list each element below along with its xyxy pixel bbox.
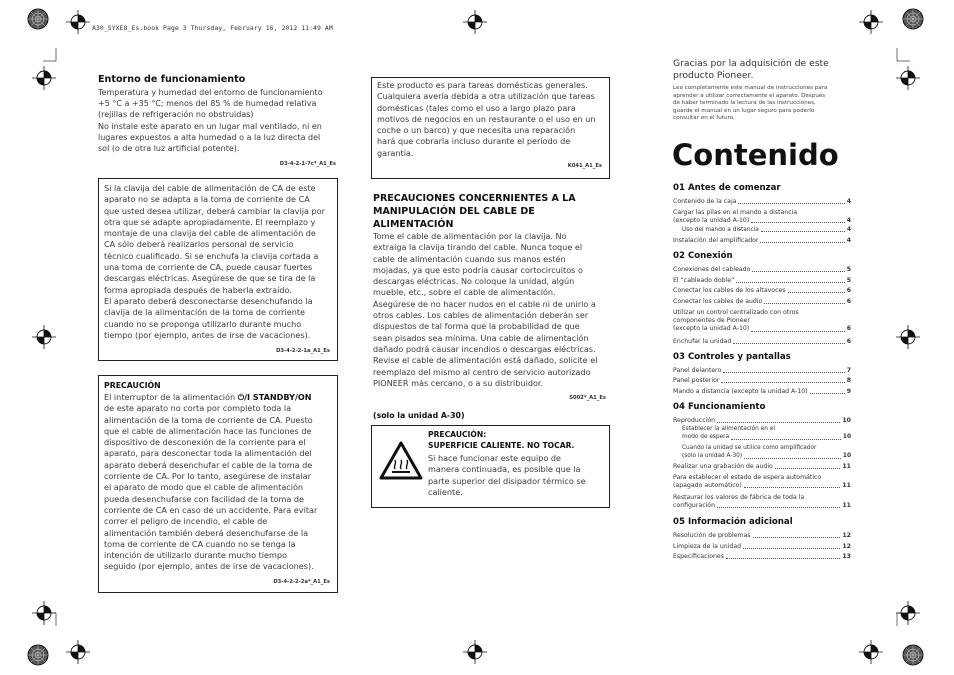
toc-entry[interactable]: Resolución de problemas 12 <box>673 532 851 539</box>
code-d3-4-2-2-2a: D3-4-2-2-2a*_A1_Es <box>273 579 330 585</box>
code-d3-4-2-1-7c: D3-4-2-1-7c*_A1_Es <box>279 161 336 167</box>
toc-entry[interactable]: Restaurar los valores de fábrica de toda la configuración 11 <box>673 494 851 510</box>
environment-heading: Entorno de funcionamiento <box>98 74 246 85</box>
book-header: A30_SYXE8_Es.book Page 3 Thursday, February 16, 2012 11:49 AM <box>92 24 333 32</box>
toc-entry[interactable]: Utilizar un control centralizado con otros componentes de Pioneer (excepto la unidad A-10) 6 <box>673 309 851 333</box>
toc-entry[interactable]: Conectar los cables de audio 6 <box>673 298 851 305</box>
toc-entry[interactable]: Reproducción 10 <box>673 417 851 424</box>
hot-surface-warning-icon <box>379 441 423 481</box>
a30-only-subheading: (solo la unidad A-30) <box>373 411 465 420</box>
toc-entry[interactable]: Contenido de la caja 4 <box>673 198 851 205</box>
code-d3-4-2-2-1a: D3-4-2-2-1a_A1_Es <box>276 348 330 354</box>
toc-entry[interactable]: Realizar una grabación de audio 11 <box>673 463 851 470</box>
toc-entry[interactable]: Cuando la unidad se utilice como amplificador (solo la unidad A-30) 10 <box>682 445 851 459</box>
intro-text: Lea completamente este manual de instrucciones para aprender a utilizar correctamente el aparato. Después de haber terminado la lectura de las instrucciones, guarde el manual en un lugar seguro para poderlo consultar en el futuro. <box>673 85 828 122</box>
page-title: Contenido <box>672 138 839 172</box>
thanks-text: Gracias por la adquisición de este producto Pioneer. <box>673 58 829 82</box>
standby-caution-title: PRECAUCIÓN <box>104 381 161 390</box>
toc-entry[interactable]: Limpieza de la unidad 12 <box>673 543 851 550</box>
toc-entry[interactable]: Para establecer el estado de espera automático (apagado automático) 11 <box>673 474 851 490</box>
toc-heading-05: 05 Información adicional <box>673 517 793 527</box>
toc-heading-01: 01 Antes de comenzar <box>673 183 781 193</box>
power-standby-icon: ⏻ <box>237 392 245 402</box>
toc-entry[interactable]: Especificaciones 13 <box>673 553 851 560</box>
toc-entry[interactable]: Cargar las pilas en el mando a distancia (excepto la unidad A-10) 4 <box>673 209 851 225</box>
toc-heading-04: 04 Funcionamiento <box>673 402 766 412</box>
environment-text: Temperatura y humedad del entorno de funcionamiento +5 °C a +35 °C; menos del 85 % de humedad relativa (rejillas de refrigeración no obstruidas) No instale este aparato en un lugar mal ventilado, ni en lugares expuestos a alta humedad o a la luz directa del sol (o de otra luz artificial potente). <box>98 88 323 154</box>
hot-surface-text: Si hace funcionar este equipo de manera continuada, es posible que la parte superior del disipador térmico se caliente. <box>428 453 586 497</box>
household-use-text: Este producto es para tareas domésticas generales. Cualquiera avería debida a otra utilización que tareas domésticas (tales como el uso a largo plazo para motivos de negocios en un restaurante o el uso en un coche o un barco) y que necesita una reparación hará que cobrarla incluso durante el período de garantía. <box>377 80 596 158</box>
toc-entry[interactable]: Uso del mando a distancia 4 <box>682 227 851 233</box>
toc-entry[interactable]: Conexiones del cableado 5 <box>673 266 851 273</box>
power-cord-text: Tome el cable de alimentación por la clavija. No extraiga la clavija tirando del cable. Nunca toque el cable de alimentación cuando sus manos estén mojadas, ya que esto podría causar cortocircuitos o descargas eléctricas. No coloque la unidad, algún mueble, etc., sobre el cable de alimentación. Asegúrese de no hacer nudos en el cable ni de unirlo a otros cables. Los cables de alimentación deberán ser dispuestos de tal forma que la probabilidad de que sean pisados sea mínima. Una cable de alimentación dañado podrá causar incendios o descargas eléctricas. Revise el cable de alimentación está dañado, solicite el reemplazo del mismo al centro de servicio autorizado PIONEER más cercano, o a su distribuidor. <box>373 231 598 388</box>
code-s002: S002*_A1_Es <box>569 395 606 401</box>
toc-entry[interactable]: Enchufar la unidad 6 <box>673 338 851 345</box>
plug-warning-text: Si la clavija del cable de alimentación de CA de este aparato no se adapta a la toma de corriente de CA que usted desea utilizar, deberá cambiar la clavija por otra que se adapte apropiadamente. El reemplazo y montaje de una clavija del cable de alimentación de CA sólo deberá realizarlos personal de servicio técnico cualificado. Si se enchufa la clavija cortada a una toma de corriente de CA, puede causar fuertes descargas eléctricas. Asegúrese de que se tira de la forma apropiada después de haberla extraído. El aparato deberá desconectarse desenchufando la clavija de la alimentación de la toma de corriente cuando no se proponga utilizarlo durante mucho tiempo (por ejemplo, antes de irse de vacaciones). <box>104 183 325 340</box>
code-k041: K041_A1_Es <box>567 163 602 169</box>
toc-entry[interactable]: Panel posterior 8 <box>673 377 851 384</box>
toc-entry[interactable]: Establecer la alimentación en el modo de espera 10 <box>682 426 851 440</box>
hot-surface-title: PRECAUCIÓN: SUPERFICIE CALIENTE. NO TOCAR. <box>428 430 575 450</box>
toc-entry[interactable]: El “cableado doble” 5 <box>673 277 851 284</box>
toc-entry[interactable]: Mando a distancia (excepto la unidad A-10) 9 <box>673 388 851 395</box>
toc-entry[interactable]: Instalación del amplificador 4 <box>673 237 851 244</box>
power-cord-heading: PRECAUCIONES CONCERNIENTES A LA MANIPULACIÓN DEL CABLE DE ALIMENTACIÓN <box>373 193 576 230</box>
toc-heading-02: 02 Conexión <box>673 251 733 261</box>
standby-caution-text: El interruptor de la alimentación ⏻/I STANDBY/ON de este aparato no corta por completo toda la alimentación de la toma de corriente de CA. Puesto que el cable de alimentación hace las funciones de dispositivo de desconexión de la corriente para el aparato, para desconectar toda la alimentación del aparato deberá desenchufar el cable de la toma de corriente de CA. Por lo tanto, asegúrese de instalar el aparato de modo que el cable de alimentación pueda desenchufarse con facilidad de la toma de corriente de CA en caso de un accidente. Para evitar correr el peligro de incendio, el cable de alimentación también deberá desenchufarse de la toma de corriente de CA cuando no se tenga la intención de utilizarlo durante mucho tiempo seguido (por ejemplo, antes de irse de vacaciones). <box>104 392 318 572</box>
toc-entry[interactable]: Conectar los cables de los altavoces 6 <box>673 287 851 294</box>
toc-heading-03: 03 Controles y pantallas <box>673 352 791 362</box>
toc-entry[interactable]: Panel delantero 7 <box>673 367 851 374</box>
